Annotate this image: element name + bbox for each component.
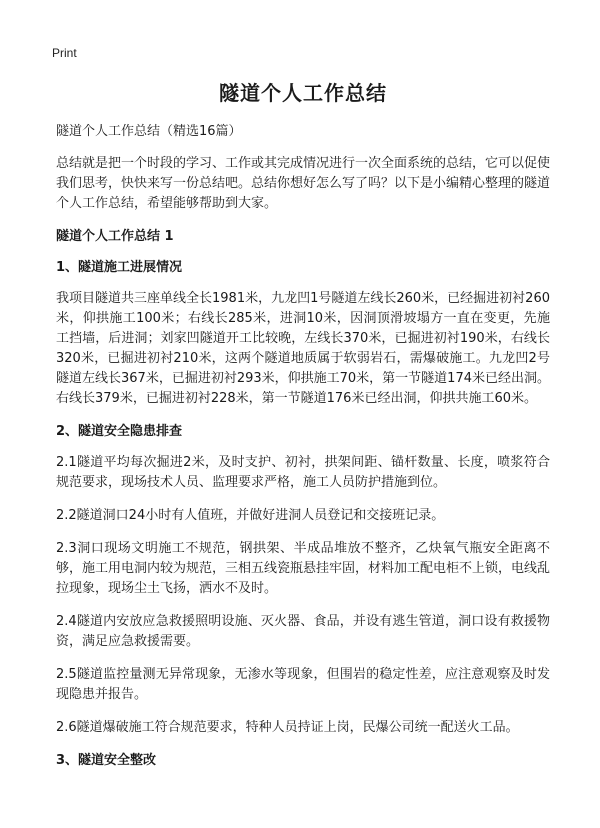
section-heading: 2、隧道安全隐患排查 bbox=[56, 424, 183, 439]
article-heading: 隧道个人工作总结 1 bbox=[56, 229, 174, 244]
section-1 bbox=[56, 258, 550, 409]
document-body bbox=[56, 80, 550, 782]
section-3 bbox=[56, 751, 550, 770]
section-2 bbox=[56, 422, 550, 738]
section-paragraph: 2.1隧道平均每次掘进2米，及时支护、初衬，拱架间距、锚杆数量、长度，喷浆符合规范要求，现场技术人员、监理要求严格，施工人员防护措施到位。 bbox=[56, 455, 550, 490]
section-paragraph: 2.5隧道监控量测无异常现象，无渗水等现象，但围岩的稳定性差，应注意观察及时发现隐患并报告。 bbox=[56, 667, 550, 702]
section-paragraph: 2.2隧道洞口24小时有人值班，并做好进洞人员登记和交接班记录。 bbox=[56, 508, 445, 523]
section-heading: 3、隧道安全整改 bbox=[56, 753, 157, 768]
page-title: 隧道个人工作总结 bbox=[219, 81, 387, 105]
section-heading: 1、隧道施工进展情况 bbox=[56, 260, 183, 275]
section-paragraph: 2.4隧道内安放应急救援照明设施、灭火器、食品，并设有逃生管道，洞口设有救援物资，满足应急救援需要。 bbox=[56, 614, 550, 649]
section-paragraph: 我项目隧道共三座单线全长1981米，九龙凹1号隧道左线长260米，已经掘进初衬260米，仰拱施工100米；右线长285米，进洞10米，因洞顶滑坡塌方一直在变更，先施工挡墙，后进洞；刘家凹隧道开工比较晚，左线长370米，已掘进初衬190米，右线长320米，已掘进初衬210米，这两个隧道地质属于软弱岩石，需爆破施工。九龙凹2号隧道左线长367米，已掘进初衬293米，仰拱施工70米，第一节隧道174米已经出洞。右线长379米，已掘进初衬228米，第一节隧道176米已经出洞，仰拱共施工60米。 bbox=[56, 291, 550, 406]
section-paragraph: 2.3洞口现场文明施工不规范，钢拱架、半成品堆放不整齐，乙炔氧气瓶安全距离不够，施工用电洞内较为规范，三相五线瓷瓶悬挂牢固，材料加工配电柜不上锁，电线乱拉现象，现场尘土飞扬，洒水不及时。 bbox=[56, 541, 551, 596]
document-subtitle: 隧道个人工作总结（精选16篇） bbox=[56, 124, 242, 139]
intro-paragraph: 总结就是把一个时段的学习、工作或其完成情况进行一次全面系统的总结，它可以促使我们思考，快快来写一份总结吧。总结你想好怎么写了吗？以下是小编精心整理的隧道个人工作总结，希望能够帮助到大家。 bbox=[56, 156, 551, 211]
section-paragraph: 2.6隧道爆破施工符合规范要求，特种人员持证上岗，民爆公司统一配送火工品。 bbox=[56, 720, 519, 735]
print-link[interactable]: Print bbox=[52, 46, 77, 60]
